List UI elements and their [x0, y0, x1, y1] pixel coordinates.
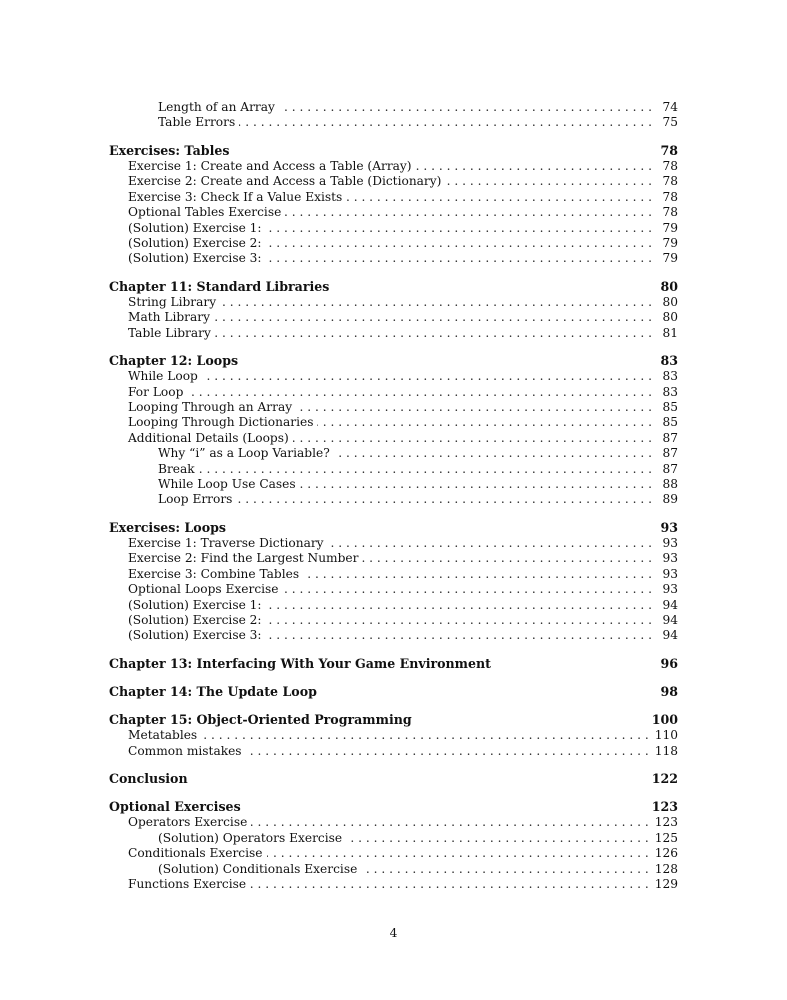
toc-dot-leader [201, 728, 649, 743]
toc-dot-leader [202, 369, 652, 384]
toc-dot-leader [266, 236, 652, 251]
toc-entry-title: Functions Exercise [128, 876, 247, 891]
toc-chapter-entry[interactable] [109, 352, 678, 369]
toc-entry-page: 78 [662, 205, 678, 220]
toc-entry-page: 94 [662, 597, 678, 612]
toc-entry-title: (Solution) Exercise 1: [128, 220, 262, 235]
toc-dot-leader [445, 174, 652, 189]
toc-entry-title: Chapter 14: The Update Loop [109, 684, 317, 700]
toc-entry-title: Chapter 15: Object-Oriented Programming [109, 712, 412, 728]
toc-chapter-entry[interactable] [109, 770, 678, 787]
toc-chapter-entry[interactable] [109, 798, 678, 815]
toc-section-entry[interactable] [109, 613, 678, 628]
toc-section-entry[interactable] [109, 628, 678, 643]
toc-entry-page: 79 [662, 251, 678, 266]
toc-dot-leader [236, 492, 652, 507]
toc-entry-page: 80 [660, 278, 678, 294]
toc-section-entry[interactable] [109, 159, 678, 174]
toc-entry-title: Math Library [128, 310, 210, 325]
toc-entry-title: (Solution) Exercise 3: [128, 628, 262, 643]
toc-chapter-entry[interactable] [109, 278, 678, 295]
toc-entry-page: 75 [662, 115, 678, 130]
toc-dot-leader [266, 613, 652, 628]
toc-section-entry[interactable] [109, 236, 678, 251]
toc-section-entry[interactable] [109, 190, 678, 205]
toc-entry-page: 74 [662, 100, 678, 114]
toc-entry-page: 78 [662, 174, 678, 189]
toc-entry-title: Conclusion [109, 771, 188, 787]
toc-entry-title: Exercise 1: Traverse Dictionary [128, 535, 324, 550]
toc-entry-title: (Solution) Exercise 2: [128, 612, 262, 627]
toc-dot-leader [250, 877, 649, 892]
toc-section-entry[interactable] [109, 831, 678, 846]
toc-entry-title: Table Library [128, 325, 211, 340]
toc-section-entry[interactable] [109, 369, 678, 384]
toc-entry-page: 93 [662, 582, 678, 597]
toc-entry-page: 79 [662, 220, 678, 235]
toc-entry-page: 128 [654, 861, 678, 876]
toc-entry-title: Why “i” as a Loop Variable? [158, 446, 330, 461]
toc-entry-title: (Solution) Exercise 1: [128, 597, 262, 612]
toc-dot-leader [266, 598, 652, 613]
toc-dot-leader [317, 415, 652, 430]
toc-dot-leader [334, 446, 652, 461]
toc-entry-title: Chapter 12: Loops [109, 353, 239, 369]
toc-entry-title: Exercise 2: Find the Largest Number [128, 551, 359, 566]
toc-dot-leader [346, 190, 652, 205]
toc-entry-title: Exercises: Loops [109, 519, 226, 535]
toc-entry-page: 89 [662, 492, 678, 507]
toc-chapter-entry[interactable] [109, 711, 678, 728]
toc-entry-title: Exercise 2: Create and Access a Table (Dictionary) [128, 174, 442, 189]
toc-entry-title: (Solution) Exercise 2: [128, 235, 262, 250]
toc-entry-page: 123 [654, 815, 678, 830]
toc-entry-title: Optional Loops Exercise [128, 582, 279, 597]
toc-dot-leader [285, 205, 652, 220]
toc-entry-title: Operators Exercise [128, 815, 248, 830]
toc-entry-title: Exercise 1: Create and Access a Table (Array) [128, 158, 412, 173]
toc-dot-leader [267, 846, 649, 861]
toc-section-entry[interactable] [109, 100, 678, 115]
toc-entry-title: Chapter 11: Standard Libraries [109, 278, 330, 294]
toc-dot-leader [251, 815, 648, 830]
toc-entry-title: Optional Exercises [109, 799, 241, 815]
toc-entry-title: Common mistakes [128, 743, 242, 758]
toc-entry-title: Exercise 3: Combine Tables [128, 566, 300, 581]
toc-entry-title: Metatables [128, 728, 198, 743]
toc-section-entry[interactable] [109, 205, 678, 220]
toc-entry-title: Looping Through Dictionaries [128, 415, 314, 430]
toc-chapter-entry[interactable] [109, 655, 678, 672]
toc-entry-page: 88 [662, 476, 678, 491]
toc-entry-title: Chapter 13: Interfacing With Your Game Environment [109, 655, 491, 671]
toc-dot-leader [220, 295, 652, 310]
toc-dot-leader [187, 385, 652, 400]
toc-entry-title: While Loop Use Cases [158, 476, 296, 491]
toc-entry-page: 83 [662, 384, 678, 399]
toc-entry-page: 96 [660, 655, 678, 671]
toc-dot-leader [293, 431, 652, 446]
toc-dot-leader [300, 477, 652, 492]
toc-section-entry[interactable] [109, 477, 678, 492]
toc-dot-leader [296, 400, 652, 415]
toc-entry-page: 93 [662, 566, 678, 581]
toc-dot-leader [215, 326, 652, 341]
toc-entry-title: Optional Tables Exercise [128, 205, 282, 220]
toc-entry-page: 93 [660, 519, 678, 535]
toc-section-entry[interactable] [109, 598, 678, 613]
toc-entry-page: 80 [662, 294, 678, 309]
toc-section-entry[interactable] [109, 431, 678, 446]
toc-section-entry[interactable] [109, 862, 678, 877]
toc-entry-page: 85 [662, 415, 678, 430]
toc-dot-leader [266, 221, 652, 236]
toc-entry-title: While Loop [128, 369, 198, 384]
toc-section-entry[interactable] [109, 492, 678, 507]
toc-chapter-entry[interactable] [109, 142, 678, 159]
toc-entry-title: (Solution) Conditionals Exercise [158, 861, 358, 876]
toc-entry-page: 100 [651, 712, 678, 728]
toc-entry-title: String Library [128, 294, 217, 309]
toc-entry-page: 93 [662, 551, 678, 566]
toc-entry-title: Table Errors [158, 115, 236, 130]
toc-section-entry[interactable] [109, 815, 678, 830]
toc-section-entry[interactable] [109, 728, 678, 743]
toc-dot-leader [246, 744, 649, 759]
toc-entry-title: (Solution) Exercise 3: [128, 251, 262, 266]
toc-entry-page: 85 [662, 400, 678, 415]
toc-entry-page: 83 [662, 369, 678, 384]
toc-section-entry[interactable] [109, 551, 678, 566]
toc-dot-leader [362, 551, 652, 566]
toc-entry-page: 118 [654, 743, 678, 758]
toc-dot-leader [279, 100, 652, 115]
toc-entry-page: 93 [662, 535, 678, 550]
toc-entry-title: Additional Details (Loops) [128, 430, 289, 445]
toc-entry-title: Loop Errors [158, 492, 233, 507]
page-number: 4 [389, 926, 398, 940]
toc-dot-leader [266, 628, 652, 643]
toc-section-entry[interactable] [109, 295, 678, 310]
toc-section-entry[interactable] [109, 415, 678, 430]
toc-entry-page: 122 [651, 771, 678, 787]
toc-dot-leader [303, 567, 652, 582]
toc-dot-leader [239, 115, 652, 130]
toc-entry-title: Break [158, 461, 195, 476]
toc-section-entry[interactable] [109, 310, 678, 325]
toc-entry-page: 129 [654, 876, 678, 891]
toc-entry-page: 78 [662, 189, 678, 204]
toc-dot-leader [283, 582, 652, 597]
toc-section-entry[interactable] [109, 567, 678, 582]
toc-section-entry[interactable] [109, 326, 678, 341]
toc-chapter-entry[interactable] [109, 683, 678, 700]
toc-entry-page: 83 [660, 353, 678, 369]
toc-chapter-entry[interactable] [109, 519, 678, 536]
toc-section-entry[interactable] [109, 115, 678, 130]
toc-section-entry[interactable] [109, 536, 678, 551]
toc-entry-page: 80 [662, 310, 678, 325]
toc-dot-leader [361, 862, 648, 877]
toc-entry-title: Exercises: Tables [109, 142, 230, 158]
toc-entry-page: 79 [662, 235, 678, 250]
toc-entry-title: (Solution) Operators Exercise [158, 830, 343, 845]
toc-entry-page: 125 [654, 830, 678, 845]
toc-entry-page: 87 [662, 430, 678, 445]
toc-entry-title: For Loop [128, 384, 184, 399]
toc-section-entry[interactable] [109, 462, 678, 477]
toc-entry-page: 110 [654, 728, 678, 743]
toc-entry-title: Length of an Array [158, 100, 275, 114]
toc-entry-page: 123 [651, 799, 678, 815]
toc-entry-title: Exercise 3: Check If a Value Exists [128, 189, 343, 204]
toc-section-entry[interactable] [109, 582, 678, 597]
toc-dot-leader [266, 251, 652, 266]
toc-dot-leader [328, 536, 652, 551]
toc-entry-page: 87 [662, 461, 678, 476]
toc-entry-title: Conditionals Exercise [128, 846, 263, 861]
toc-entry-page: 94 [662, 612, 678, 627]
toc-section-entry[interactable] [109, 385, 678, 400]
toc-entry-page: 126 [654, 846, 678, 861]
toc-dot-leader [199, 462, 652, 477]
toc-entry-page: 94 [662, 628, 678, 643]
toc-dot-leader [416, 159, 652, 174]
toc-entry-page: 98 [660, 684, 678, 700]
toc-section-entry[interactable] [109, 400, 678, 415]
toc-section-entry[interactable] [109, 446, 678, 461]
table-of-contents [109, 100, 678, 892]
toc-section-entry[interactable] [109, 174, 678, 189]
toc-entry-title: Looping Through an Array [128, 400, 293, 415]
toc-entry-page: 81 [662, 325, 678, 340]
toc-entry-page: 78 [662, 158, 678, 173]
toc-dot-leader [346, 831, 649, 846]
toc-entry-page: 87 [662, 446, 678, 461]
toc-section-entry[interactable] [109, 251, 678, 266]
toc-section-entry[interactable] [109, 744, 678, 759]
toc-section-entry[interactable] [109, 221, 678, 236]
toc-entry-page: 78 [660, 142, 678, 158]
toc-dot-leader [214, 310, 652, 325]
toc-section-entry[interactable] [109, 846, 678, 861]
toc-section-entry[interactable] [109, 877, 678, 892]
